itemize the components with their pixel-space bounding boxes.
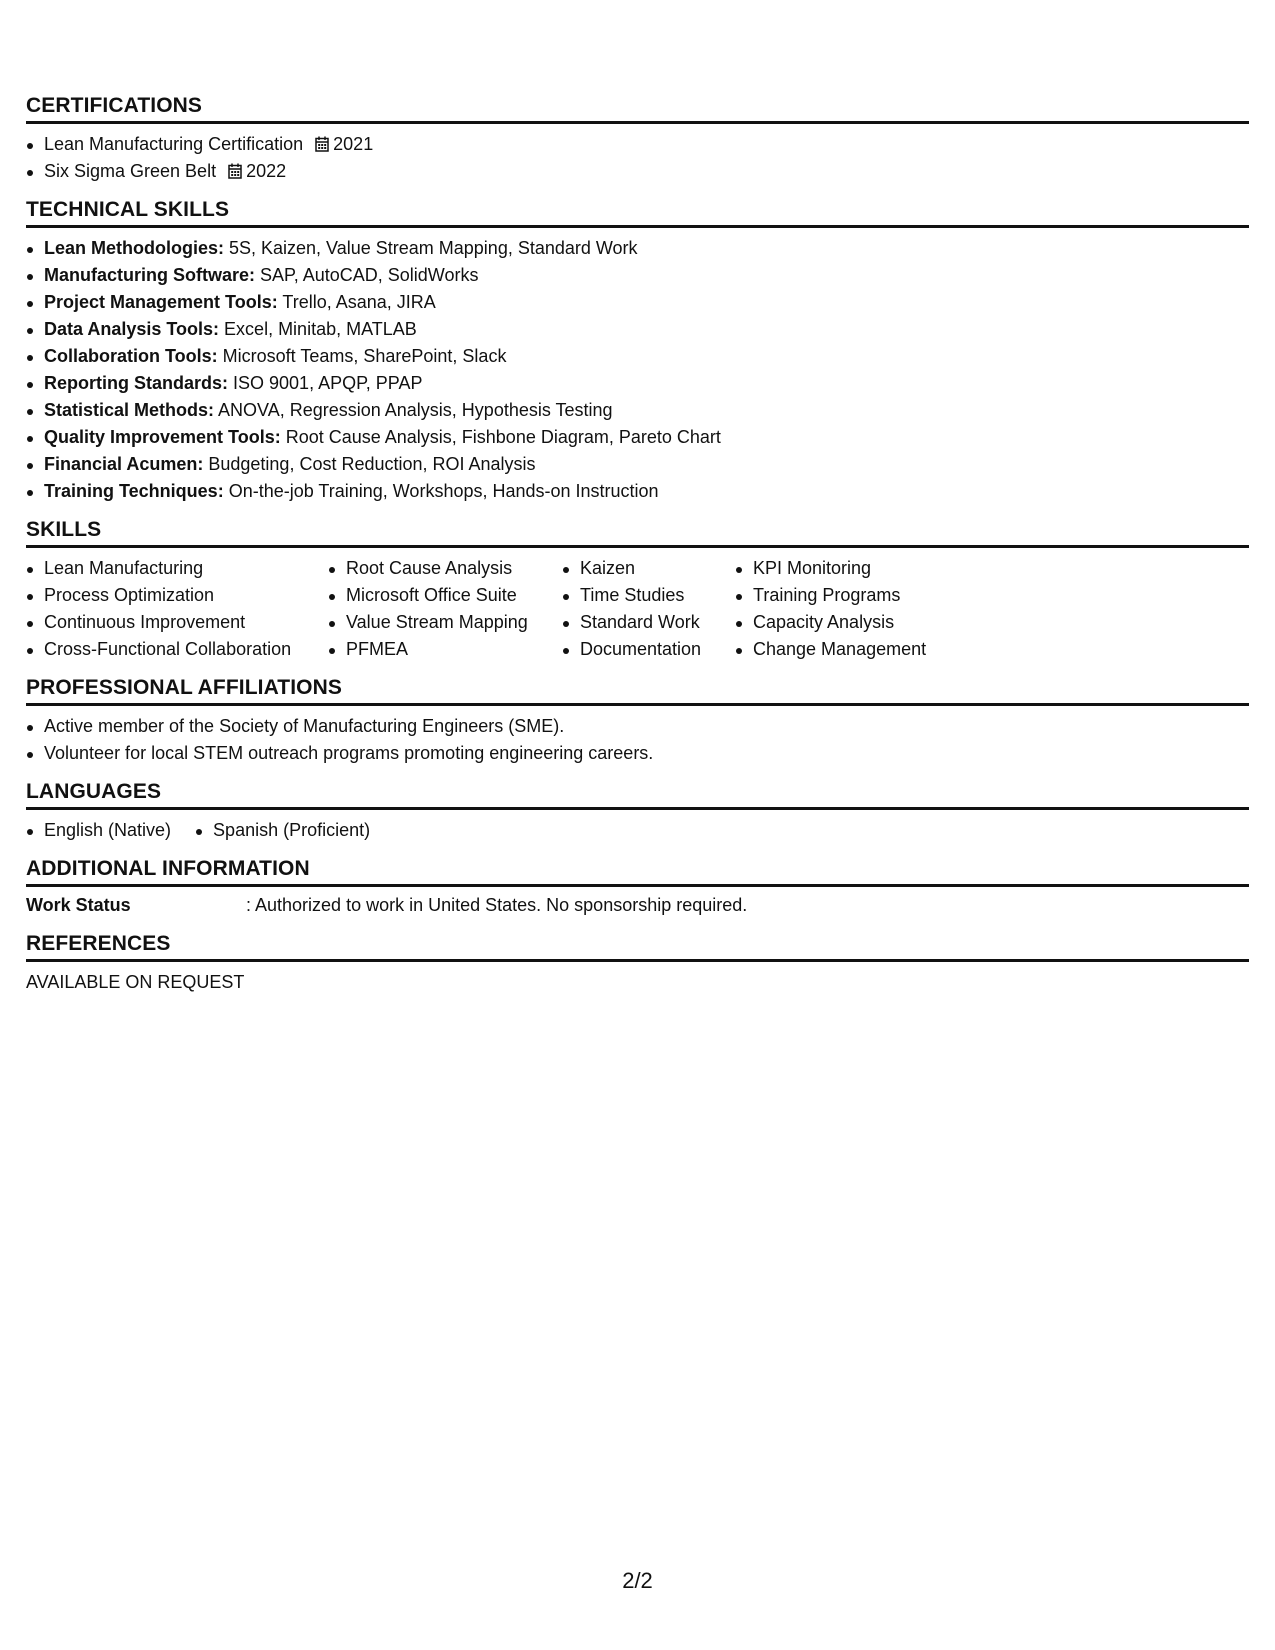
skill-item: Time Studies xyxy=(562,582,735,609)
resume-page xyxy=(26,94,1249,1009)
calendar-icon xyxy=(315,136,329,152)
skill-item: Capacity Analysis xyxy=(735,609,975,636)
skill-item: Process Optimization xyxy=(26,582,328,609)
additional-info-section xyxy=(26,857,1249,919)
technical-skills-heading: TECHNICAL SKILLS xyxy=(26,198,1249,228)
languages-list xyxy=(195,817,394,844)
certifications-heading: CERTIFICATIONS xyxy=(26,94,1249,124)
skill-item: Value Stream Mapping xyxy=(328,609,562,636)
technical-skill-item xyxy=(26,262,1249,289)
skill-item: Lean Manufacturing xyxy=(26,555,328,582)
affiliations-heading: PROFESSIONAL AFFILIATIONS xyxy=(26,676,1249,706)
skills-grid xyxy=(26,555,1249,663)
skills-column xyxy=(562,555,735,663)
technical-skill-value: Trello, Asana, JIRA xyxy=(277,292,436,312)
technical-skills-section xyxy=(26,198,1249,505)
technical-skills-list xyxy=(26,235,1249,505)
technical-skill-value: On-the-job Training, Workshops, Hands-on Instruction xyxy=(223,481,659,501)
certification-name: Six Sigma Green Belt xyxy=(44,161,217,181)
affiliations-list xyxy=(26,713,1249,767)
technical-skill-label: Collaboration Tools: xyxy=(44,346,218,366)
technical-skill-value: ISO 9001, APQP, PPAP xyxy=(228,373,423,393)
references-section xyxy=(26,932,1249,996)
technical-skill-item xyxy=(26,370,1249,397)
technical-skill-item xyxy=(26,235,1249,262)
skill-item: Documentation xyxy=(562,636,735,663)
skill-item: KPI Monitoring xyxy=(735,555,975,582)
certification-item xyxy=(26,131,1249,158)
skill-item: PFMEA xyxy=(328,636,562,663)
technical-skill-item xyxy=(26,478,1249,505)
certification-item xyxy=(26,158,1249,185)
language-item: English (Native) xyxy=(26,817,171,844)
skill-item: Root Cause Analysis xyxy=(328,555,562,582)
technical-skill-value: ANOVA, Regression Analysis, Hypothesis Testing xyxy=(214,400,613,420)
languages-heading: LANGUAGES xyxy=(26,780,1249,810)
technical-skill-value: Root Cause Analysis, Fishbone Diagram, Pareto Chart xyxy=(280,427,721,447)
technical-skill-label: Manufacturing Software: xyxy=(44,265,256,285)
certification-year: 2022 xyxy=(246,161,287,181)
technical-skill-label: Project Management Tools: xyxy=(44,292,278,312)
skill-item: Standard Work xyxy=(562,609,735,636)
skill-item: Change Management xyxy=(735,636,975,663)
work-status-value: : Authorized to work in United States. No sponsorship required. xyxy=(246,895,748,915)
work-status-row xyxy=(26,892,1249,919)
skills-column xyxy=(26,555,328,663)
certifications-list xyxy=(26,131,1249,185)
work-status-label: Work Status xyxy=(26,895,131,915)
technical-skill-item xyxy=(26,316,1249,343)
technical-skill-item xyxy=(26,424,1249,451)
affiliation-item: Active member of the Society of Manufacturing Engineers (SME). xyxy=(26,713,1249,740)
affiliations-section xyxy=(26,676,1249,767)
technical-skill-label: Statistical Methods: xyxy=(44,400,215,420)
technical-skill-item xyxy=(26,289,1249,316)
language-item: Spanish (Proficient) xyxy=(195,817,370,844)
technical-skill-label: Financial Acumen: xyxy=(44,454,204,474)
calendar-icon xyxy=(228,163,242,179)
technical-skill-item xyxy=(26,397,1249,424)
skill-item: Continuous Improvement xyxy=(26,609,328,636)
skills-column xyxy=(735,555,975,663)
skill-item: Cross-Functional Collaboration xyxy=(26,636,328,663)
affiliation-item: Volunteer for local STEM outreach programs promoting engineering careers. xyxy=(26,740,1249,767)
certification-name: Lean Manufacturing Certification xyxy=(44,134,304,154)
technical-skill-label: Training Techniques: xyxy=(44,481,224,501)
references-text: AVAILABLE ON REQUEST xyxy=(26,972,245,992)
technical-skill-value: Budgeting, Cost Reduction, ROI Analysis xyxy=(203,454,536,474)
technical-skill-item xyxy=(26,343,1249,370)
technical-skill-value: Microsoft Teams, SharePoint, Slack xyxy=(217,346,507,366)
technical-skill-value: SAP, AutoCAD, SolidWorks xyxy=(255,265,479,285)
skill-item: Kaizen xyxy=(562,555,735,582)
certifications-section xyxy=(26,94,1249,185)
skills-heading: SKILLS xyxy=(26,518,1249,548)
technical-skill-item xyxy=(26,451,1249,478)
technical-skill-label: Lean Methodologies: xyxy=(44,238,224,258)
languages-section xyxy=(26,780,1249,844)
technical-skill-value: 5S, Kaizen, Value Stream Mapping, Standard Work xyxy=(224,238,638,258)
certification-year: 2021 xyxy=(333,134,374,154)
additional-info-heading: ADDITIONAL INFORMATION xyxy=(26,857,1249,887)
skill-item: Microsoft Office Suite xyxy=(328,582,562,609)
technical-skill-value: Excel, Minitab, MATLAB xyxy=(219,319,417,339)
languages-row xyxy=(26,817,1249,844)
skill-item: Training Programs xyxy=(735,582,975,609)
technical-skill-label: Data Analysis Tools: xyxy=(44,319,220,339)
skills-column xyxy=(328,555,562,663)
technical-skill-label: Quality Improvement Tools: xyxy=(44,427,281,447)
skills-section xyxy=(26,518,1249,663)
page-number: 2/2 xyxy=(622,1568,653,1593)
languages-list xyxy=(26,817,195,844)
references-heading: REFERENCES xyxy=(26,932,1249,962)
technical-skill-label: Reporting Standards: xyxy=(44,373,229,393)
